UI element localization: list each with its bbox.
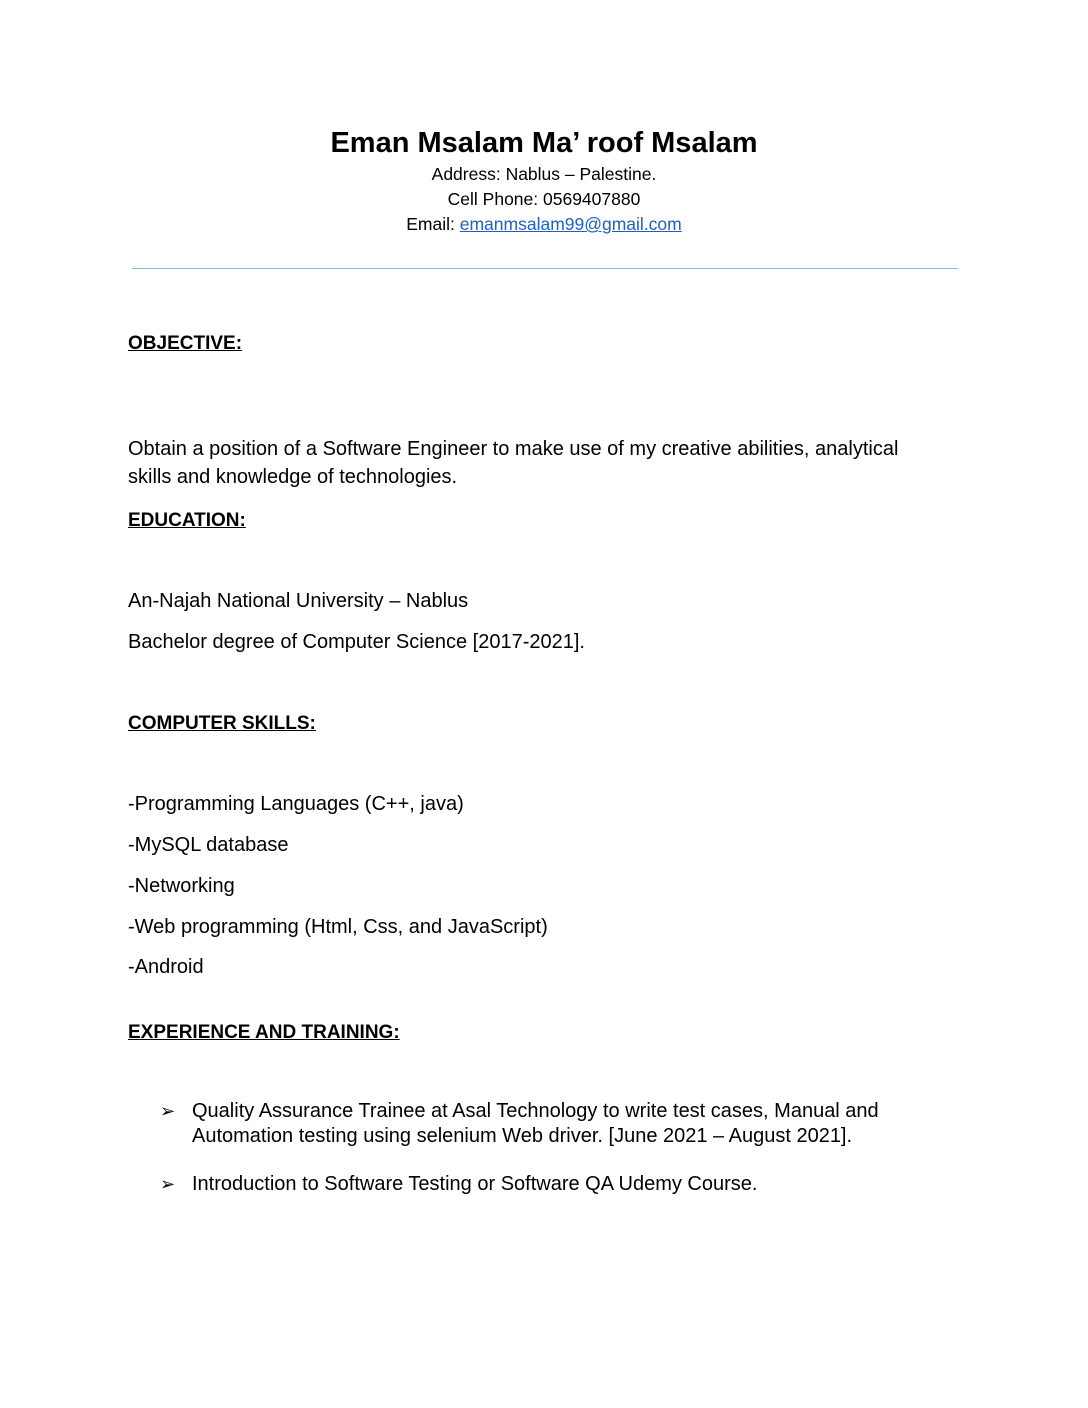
- objective-text-line-1: Obtain a position of a Software Engineer to make use of my creative abilities, analytical: [128, 438, 899, 460]
- header-divider: [132, 268, 958, 269]
- arrow-bullet-icon: ➢: [160, 1174, 176, 1194]
- candidate-name: Eman Msalam Ma’ roof Msalam: [330, 127, 758, 159]
- email-link[interactable]: emanmsalam99@gmail.com: [459, 214, 682, 234]
- skills-heading: COMPUTER SKILLS:: [128, 713, 316, 734]
- arrow-bullet-icon: ➢: [160, 1101, 176, 1121]
- skill-item: -MySQL database: [128, 834, 289, 856]
- objective-text-line-2: skills and knowledge of technologies.: [128, 466, 458, 488]
- skill-item: -Programming Languages (C++, java): [128, 793, 464, 815]
- email-label: Email:: [406, 214, 460, 234]
- experience-item-line-2: Automation testing using selenium Web driver. [June 2021 – August 2021].: [192, 1125, 853, 1147]
- skill-item: -Web programming (Html, Css, and JavaScript): [128, 916, 548, 938]
- address-line: Address: Nablus – Palestine.: [431, 164, 657, 184]
- experience-item-line-1: Introduction to Software Testing or Software QA Udemy Course.: [192, 1173, 758, 1195]
- education-heading: EDUCATION:: [128, 510, 246, 531]
- experience-heading: EXPERIENCE AND TRAINING:: [128, 1022, 400, 1043]
- skill-item: -Networking: [128, 875, 235, 897]
- phone-line: Cell Phone: 0569407880: [447, 189, 641, 209]
- education-degree: Bachelor degree of Computer Science [2017-2021].: [128, 631, 585, 653]
- skill-item: -Android: [128, 956, 204, 978]
- education-university: An-Najah National University – Nablus: [128, 590, 469, 612]
- objective-heading: OBJECTIVE:: [128, 333, 243, 354]
- email-line: [0, 213, 1088, 235]
- experience-item-line-1: Quality Assurance Trainee at Asal Technology to write test cases, Manual and: [192, 1100, 879, 1122]
